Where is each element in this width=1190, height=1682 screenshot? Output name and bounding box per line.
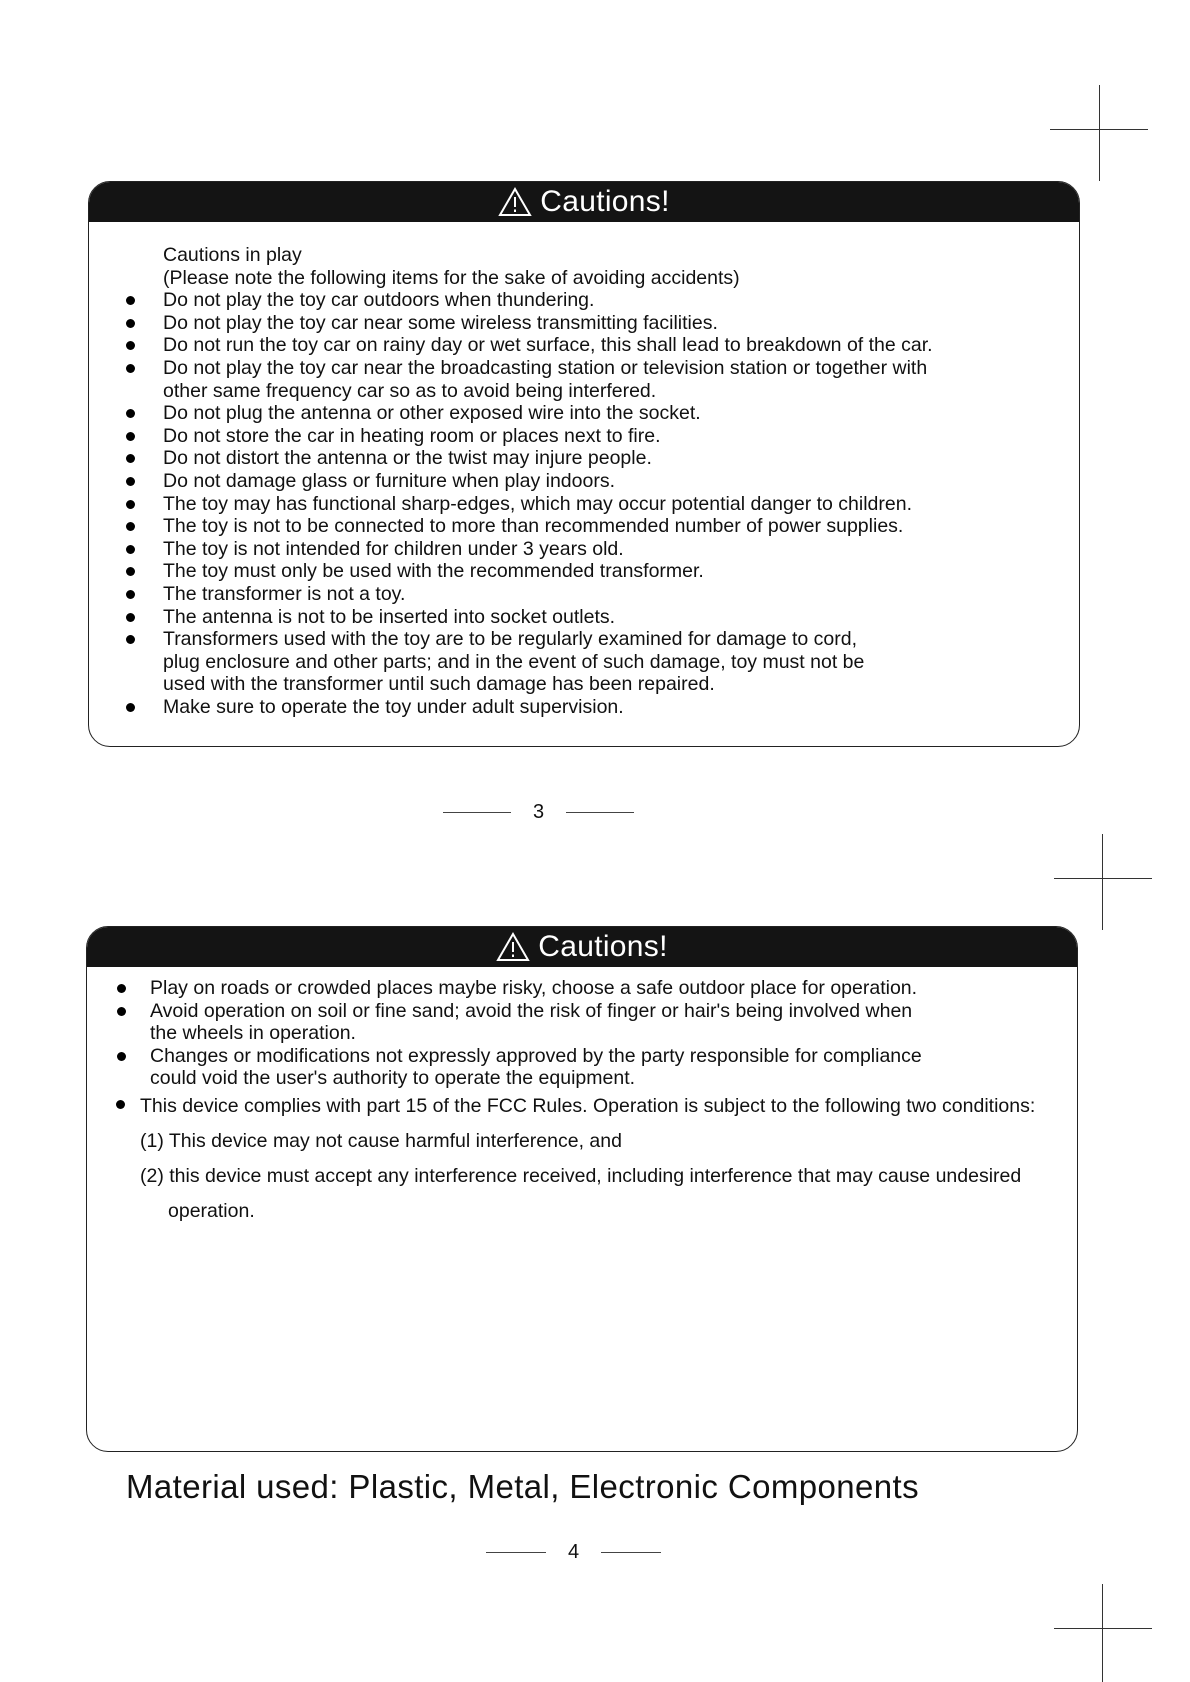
caution-list [89,289,1079,718]
caution-item [89,425,1079,448]
caution-text: The toy is not to be connected to more than recommended number of power supplies. [163,515,904,538]
caution-item [87,1045,1077,1090]
caution-item [89,470,1079,493]
caution-text: Do not store the car in heating room or places next to fire. [163,424,661,447]
intro-line: Cautions in play [163,244,302,266]
caution-text: Do not play the toy car outdoors when thundering. [163,289,595,312]
cautions-panel-top [88,181,1080,747]
page-number-text: 4 [568,1541,580,1563]
panel-header [89,182,1079,222]
caution-item [87,1000,1077,1045]
caution-text: Do not plug the antenna or other exposed wire into the socket. [163,402,701,425]
caution-text: The antenna is not to be inserted into socket outlets. [163,605,616,628]
panel-body [89,222,1079,718]
caution-text: The toy may has functional sharp-edges, which may occur potential danger to children. [163,492,912,515]
caution-list [87,977,1077,1090]
divider [601,1552,661,1553]
caution-text: Do not distort the antenna or the twist may injure people. [163,447,652,470]
warning-triangle-icon [496,932,530,962]
caution-text: could void the user's authority to operate the equipment. [150,1067,636,1090]
material-statement: Material used: Plastic, Metal, Electronic Components [126,1468,919,1505]
divider [443,812,511,813]
fcc-condition-2-continued: operation. [168,1199,255,1222]
caution-item [89,606,1079,629]
fcc-statement [87,1094,1077,1118]
caution-item [89,312,1079,335]
caution-item [89,583,1079,606]
crop-mark-icon [1102,834,1103,930]
caution-item [89,334,1079,357]
page-number-text: 3 [533,801,545,823]
caution-item [89,538,1079,561]
caution-item [89,493,1079,516]
caution-item [89,357,1079,402]
caution-item [89,560,1079,583]
caution-item [89,628,1079,696]
caution-text: The transformer is not a toy. [163,582,406,605]
crop-mark-icon [1050,129,1148,130]
fcc-statement-text: This device complies with part 15 of the FCC Rules. Operation is subject to the following two conditions: [140,1094,1036,1117]
crop-mark-icon [1054,878,1152,879]
caution-text: Do not play the toy car near some wireless transmitting facilities. [163,311,718,334]
caution-item [87,977,1077,1000]
crop-mark-icon [1102,1584,1103,1682]
caution-text: Changes or modifications not expressly approved by the party responsible for compliance [150,1044,922,1067]
caution-text: Transformers used with the toy are to be regularly examined for damage to cord, [163,628,858,651]
panel-header [87,927,1077,967]
panel-body [87,967,1077,1223]
panel-title: Cautions! [538,930,668,963]
crop-mark-icon [1099,85,1100,181]
caution-text: Do not damage glass or furniture when play indoors. [163,469,616,492]
panel-title: Cautions! [540,185,670,218]
caution-text: plug enclosure and other parts; and in the event of such damage, toy must not be [163,650,865,673]
bullet-icon [116,1100,125,1109]
intro-line: (Please note the following items for the sake of avoiding accidents) [163,266,740,289]
caution-text: used with the transformer until such damage has been repaired. [163,673,715,696]
caution-text: Play on roads or crowded places maybe risky, choose a safe outdoor place for operation. [150,977,918,999]
crop-mark-icon [1054,1628,1152,1629]
caution-text: The toy is not intended for children under 3 years old. [163,537,624,560]
fcc-condition-2: (2) this device must accept any interference received, including interference that may cause undesired [140,1164,1022,1187]
divider [566,812,634,813]
caution-text: The toy must only be used with the recommended transformer. [163,560,704,583]
caution-item [89,696,1079,719]
caution-text: Do not play the toy car near the broadcasting station or television station or together with [163,356,928,379]
divider [486,1552,546,1553]
caution-text: Avoid operation on soil or fine sand; avoid the risk of finger or hair's being involved when [150,999,913,1022]
cautions-panel-bottom [86,926,1078,1452]
warning-triangle-icon [498,187,532,217]
page-number [443,801,634,824]
caution-item [89,402,1079,425]
caution-text: other same frequency car so as to avoid being interfered. [163,379,657,402]
caution-text: the wheels in operation. [150,1022,356,1045]
caution-item [89,447,1079,470]
caution-item [89,515,1079,538]
fcc-condition-1: (1) This device may not cause harmful interference, and [140,1129,622,1152]
caution-item [89,289,1079,312]
caution-text: Make sure to operate the toy under adult supervision. [163,695,624,718]
caution-text: Do not run the toy car on rainy day or wet surface, this shall lead to breakdown of the car. [163,334,933,357]
page-number [486,1541,661,1564]
